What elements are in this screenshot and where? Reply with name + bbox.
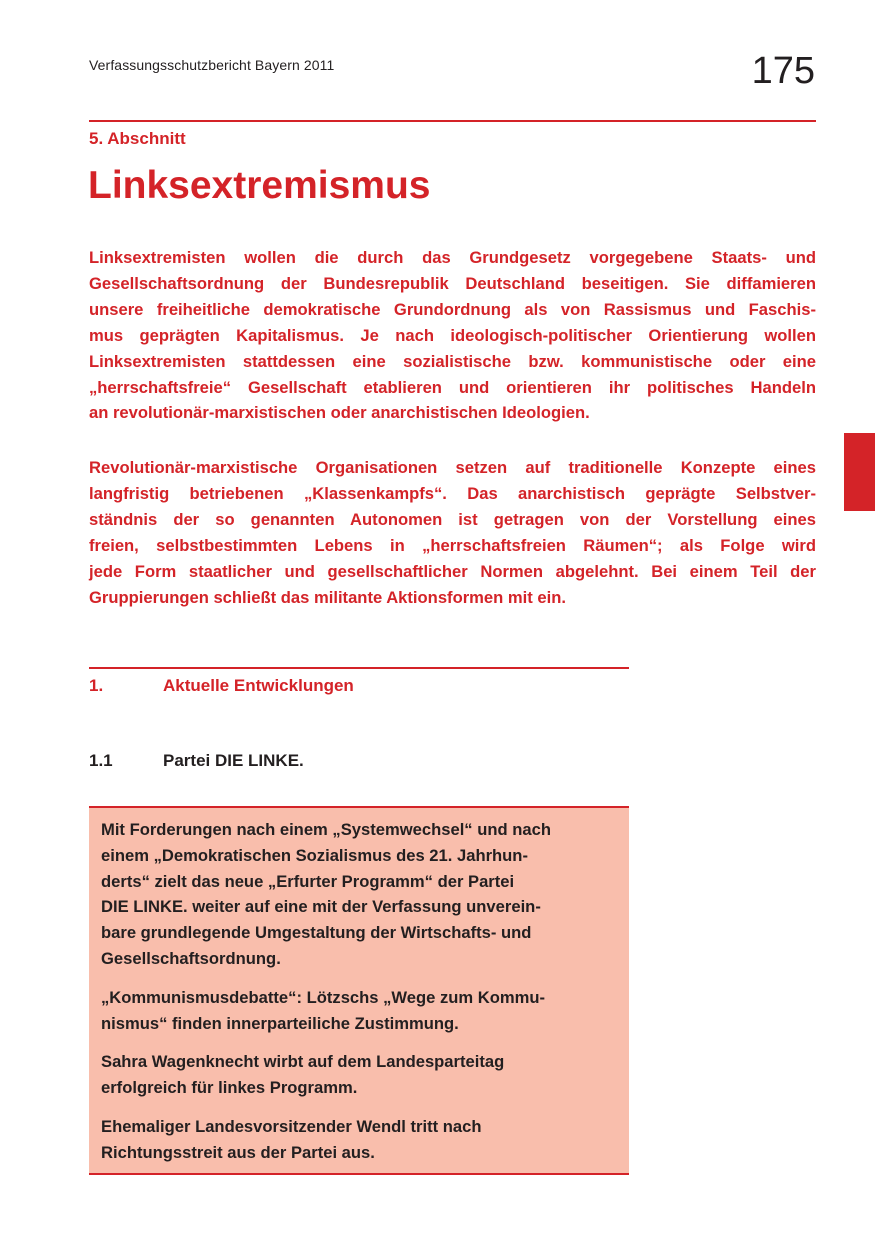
text-line: Gesellschaftsordnung.	[101, 948, 281, 968]
text-line: Mit Forderungen nach einem „Systemwechsel“ und nach	[101, 820, 551, 839]
chapter-side-tab	[844, 433, 875, 511]
text-line: freien, selbstbestimmten Lebens in „herrschaftsfreien Räumen“; als Folge wird	[89, 535, 816, 555]
heading-aktuelle-entwicklungen	[89, 676, 354, 696]
header-divider	[89, 120, 816, 122]
intro-paragraph-2	[89, 455, 816, 610]
subheading-number: 1.1	[89, 751, 113, 770]
summary-paragraph-4	[101, 1114, 617, 1166]
text-line: Gruppierungen schließt das militante Aktionsformen mit ein.	[89, 587, 566, 607]
running-header: Verfassungsschutzbericht Bayern 2011	[89, 57, 335, 73]
text-line: Sahra Wagenknecht wirbt auf dem Landesparteitag	[101, 1052, 505, 1072]
text-line: derts“ zielt das neue „Erfurter Programm“ der Partei	[101, 871, 515, 891]
text-line: Revolutionär-marxistische Organisationen setzen auf traditionelle Konzepte eines	[89, 458, 816, 477]
summary-paragraph-1	[101, 817, 617, 972]
text-line: nismus“ finden innerparteiliche Zustimmung.	[101, 1013, 459, 1033]
text-line: einem „Demokratischen Sozialismus des 21. Jahrhun-	[101, 845, 528, 865]
text-line: „herrschaftsfreie“ Gesellschaft etablieren und orientieren ihr politisches Handeln	[89, 377, 816, 397]
chapter-title: Linksextremismus	[88, 164, 431, 207]
text-line: Linksextremisten wollen die durch das Grundgesetz vorgegebene Staats- und	[89, 248, 816, 267]
text-line: Richtungsstreit aus der Partei aus.	[101, 1142, 375, 1162]
text-line: bare grundlegende Umgestaltung der Wirtschafts- und	[101, 923, 532, 943]
heading-text: Aktuelle Entwicklungen	[163, 676, 354, 695]
text-line: langfristig betriebenen „Klassenkampfs“. Das anarchistisch geprägte Selbstver-	[89, 483, 816, 503]
subheading-partei-die-linke	[89, 751, 304, 771]
intro-paragraph-1	[89, 245, 816, 426]
section-label: 5. Abschnitt	[89, 129, 186, 148]
text-line: Ehemaliger Landesvorsitzender Wendl tritt nach	[101, 1116, 482, 1136]
heading-number: 1.	[89, 676, 104, 695]
heading-divider	[89, 667, 629, 669]
text-line: mus geprägten Kapitalismus. Je nach ideologisch-politischer Orientierung wollen	[89, 325, 816, 345]
text-line: erfolgreich für linkes Programm.	[101, 1078, 358, 1098]
text-line: unsere freiheitliche demokratische Grundordnung als von Rassismus und Faschis-	[89, 299, 816, 319]
text-line: „Kommunismusdebatte“: Lötzschs „Wege zum Kommu-	[101, 987, 546, 1007]
text-line: an revolutionär-marxistischen oder anarchistischen Ideologien.	[89, 403, 590, 423]
page-number: 175	[751, 50, 815, 92]
text-line: jede Form staatlicher und gesellschaftlicher Normen abgelehnt. Bei einem Teil der	[89, 561, 816, 581]
text-line: DIE LINKE. weiter auf eine mit der Verfassung unverein-	[101, 897, 541, 917]
text-line: Gesellschaftsordnung der Bundesrepublik Deutschland beseitigen. Sie diffamieren	[89, 273, 816, 293]
summary-paragraph-2	[101, 985, 617, 1037]
subheading-text: Partei DIE LINKE.	[163, 751, 304, 770]
text-line: ständnis der so genannten Autonomen ist getragen von der Vorstellung eines	[89, 509, 816, 529]
summary-box	[89, 806, 629, 1175]
summary-paragraph-3	[101, 1049, 617, 1101]
text-line: Linksextremisten stattdessen eine sozialistische bzw. kommunistische oder eine	[89, 351, 816, 371]
